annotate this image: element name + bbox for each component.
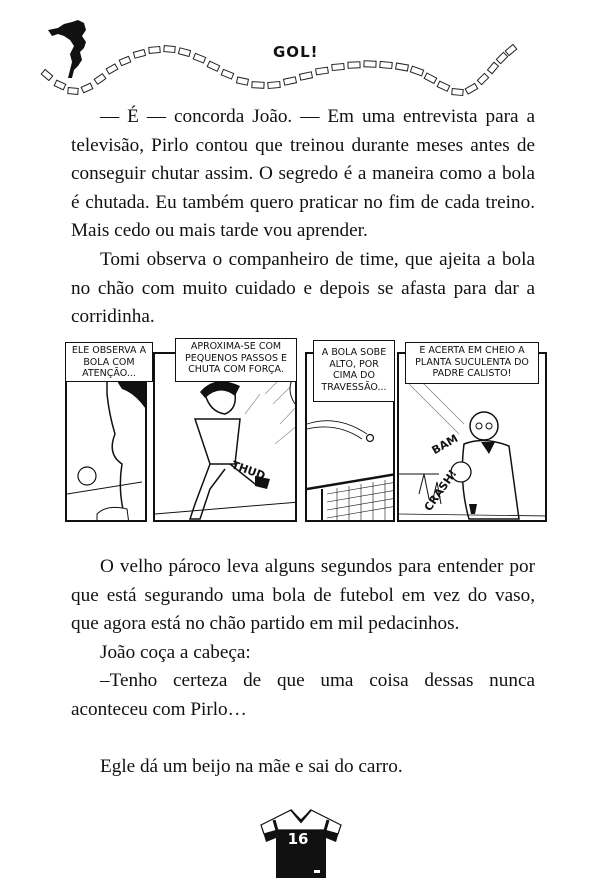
page-number: 16	[287, 830, 309, 848]
sfx-crash: CRASH!	[421, 467, 460, 514]
paragraph: Egle dá um beijo na mãe e sai do carro.	[100, 755, 403, 777]
chapter-title: GOL!	[273, 43, 319, 61]
runner-silhouette-icon	[48, 20, 86, 78]
paragraph: — É — concorda João. — Em uma entrevista para a televisão, Pirlo contou que treinou durante meses antes de conseguir chutar assim. O segredo é a maneira como a bola é chutada. Eu também quero praticar no fim de cada treino. Mais cedo ou mais tarde vou aprender.	[71, 106, 535, 242]
body-text-top	[71, 103, 535, 332]
paragraph: –Tenho certeza de que uma coisa dessas nunca aconteceu com Pirlo…	[71, 670, 535, 720]
paragraph: Tomi observa o companheiro de time, que ajeita a bola no chão com muito cuidado e depois se afasta para dar a corridinha.	[71, 248, 535, 328]
sfx-thud: THUD	[229, 458, 267, 483]
paragraph: João coça a cabeça:	[100, 641, 251, 663]
page-header	[0, 0, 614, 100]
sfx-bam: BAM	[429, 431, 461, 458]
comic-caption-4: E ACERTA EM CHEIO A PLANTA SUCULENTA DO PADRE CALISTO!	[405, 342, 539, 384]
paragraph: O velho pároco leva alguns segundos para entender por que está segurando uma bola de futebol em vez do vaso, que agora está no chão partido em mil pedacinhos.	[71, 556, 535, 635]
body-text-bottom	[71, 553, 535, 781]
comic-strip	[65, 336, 547, 522]
comic-caption-2: APROXIMA-SE COM PEQUENOS PASSOS E CHUTA COM FORÇA.	[175, 338, 297, 382]
comic-caption-3: A BOLA SOBE ALTO, POR CIMA DO TRAVESSÃO...	[313, 340, 395, 402]
comic-caption-1: ELE OBSERVA A BOLA COM ATENÇÃO...	[65, 342, 153, 382]
